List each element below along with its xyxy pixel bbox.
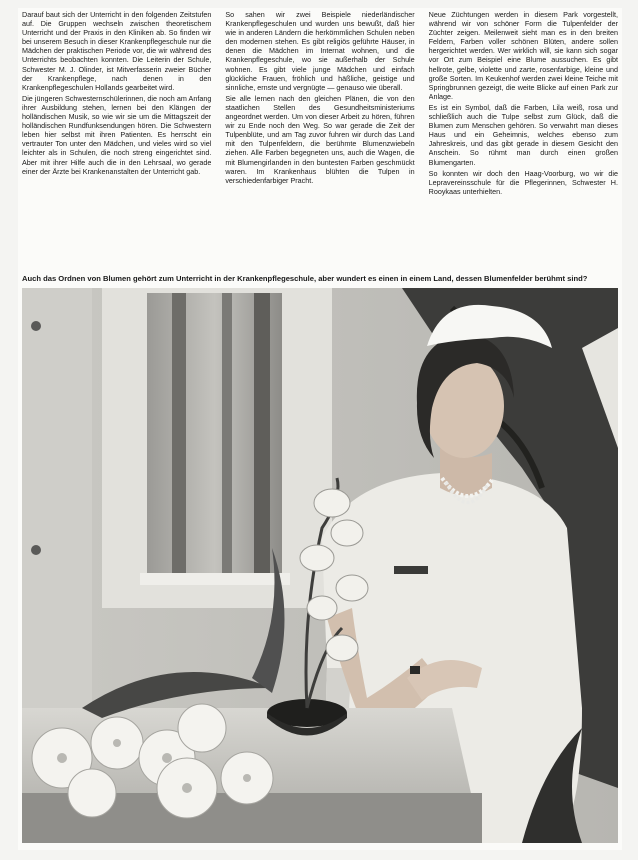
paragraph: Es ist ein Symbol, daß die Farben, Lila weiß, rosa und schließlich auch die Tulpe selbst zum Glück, daß die Blumen zum Menschen gehören. So verwahrt man dieses Haus und ein Geheimnis, welches ebenso zum Jahreskreis, und das gibt gerade in diesem Gesicht den Anschein. So rühmt man durch einen großen Blumengarten. (428, 102, 618, 167)
photo-caption: Auch das Ordnen von Blumen gehört zum Unterricht in der Krankenpflegeschule, aber wundert es einen in einem Land, dessen Blumenfelder berühmt sind? (22, 274, 588, 283)
article-text (22, 10, 618, 255)
paragraph: So sahen wir zwei Beispiele niederländischer Krankenpflegeschulen und wurden uns bewußt, daß hier wie in anderen Ländern die herkömmlichen Schulen neben den modernen stehen. Es gibt religiös geführte Häuser, in denen die Mädchen im Internat wohnen, und die Krankenpflegeschule, wo sie außerhalb der Schule wohnen. Es gibt viele junge Mädchen und einfach glückliche Frauen, fröhlich und häßliche, geistige und sinnliche, ernste und vergnügte — genauso wie überall. (225, 10, 415, 92)
paragraph: Neue Züchtungen werden in diesem Park vorgestellt, während wir von schöner Form die Tulpenfelder der Züchter zeigen. Meilenweit sieht man es in den breiten Feldern, Farben voller schönen Blüten, andere sollen hergerichtet werden. Wer wirklich will, sie kann sich sogar vor Ort zum Beispiel eine Blume aussuchen. Es gibt hellrote, gelbe, violette und zarte, rosenfarbige, kleine und große Sorten. Im Keukenhof werden zwei kleine Teiche mit Springbrunnen gezeigt, die weite Blicke auf einen Park zur Anlage. (428, 10, 618, 101)
paragraph: So konnten wir doch den Haag-Voorburg, wo wir die Lepravereinsschule für die Pflegerinnen, Schwester H. Rooykaas unterhielten. (428, 168, 618, 196)
text-column-3 (429, 10, 618, 255)
nurse-arranging-flowers-photo (22, 288, 618, 843)
text-column-2 (225, 10, 414, 255)
magazine-page (18, 8, 622, 850)
paragraph: Sie alle lernen nach den gleichen Plänen, die von den staatlichen Stellen des Gesundheitsministeriums angeordnet werden. Um von dieser Arbeit zu hören, führen wir zu Ende noch den Weg. So war gerade die Zeit der Tulpenblüte, und am Tag zuvor fuhren wir durch das Land mit den Tulpenfeldern, die berühmte Blumenzwiebeln ziehen. Alle Farben begegneten uns, auch die Wagen, die mit Blumengirlanden in den buntesten Farben geschmückt waren. Im Krankenhaus blühten die Tulpen in verschiedenfarbiger Pracht. (225, 93, 415, 185)
text-column-1 (22, 10, 211, 255)
paragraph: Die jüngeren Schwesternschülerinnen, die noch am Anfang ihrer Ausbildung stehen, lernen bei den Klängen der holländischen Musik, so wie wir sie um die Mittagszeit der holländischen Rundfunksendungen hören. Die Schwestern leben hier selbst mit ihren Patienten. Es herrscht ein vertrauter Ton unter den Mädchen, und vieles wird so viel leichter als in Schulen, die noch streng eingerichtet sind. Aber mit ihrer Hilfe auch die in den Lehrsaal, wo gerade einer der Ärzte bei Krankenanstalten der Unterricht gab. (22, 93, 212, 176)
paragraph: Darauf baut sich der Unterricht in den folgenden Zeitstufen auf. Die Gruppen wechseln zwischen theoretischem Unterricht und der Praxis in den Kliniken ab. So finden wir bei unserem Besuch in dieser Krankenpflegeschule nur die Mädchen der praktischen Periode vor, die wir während des Unterrichts beobachten konnten. Die Leiterin der Schule, Schwester M. J. Olinder, ist Mitverfasserin zweier Bücher der Krankenpflege, nach denen in den Krankenpflegeschulen Hollands gearbeitet wird. (22, 10, 212, 92)
